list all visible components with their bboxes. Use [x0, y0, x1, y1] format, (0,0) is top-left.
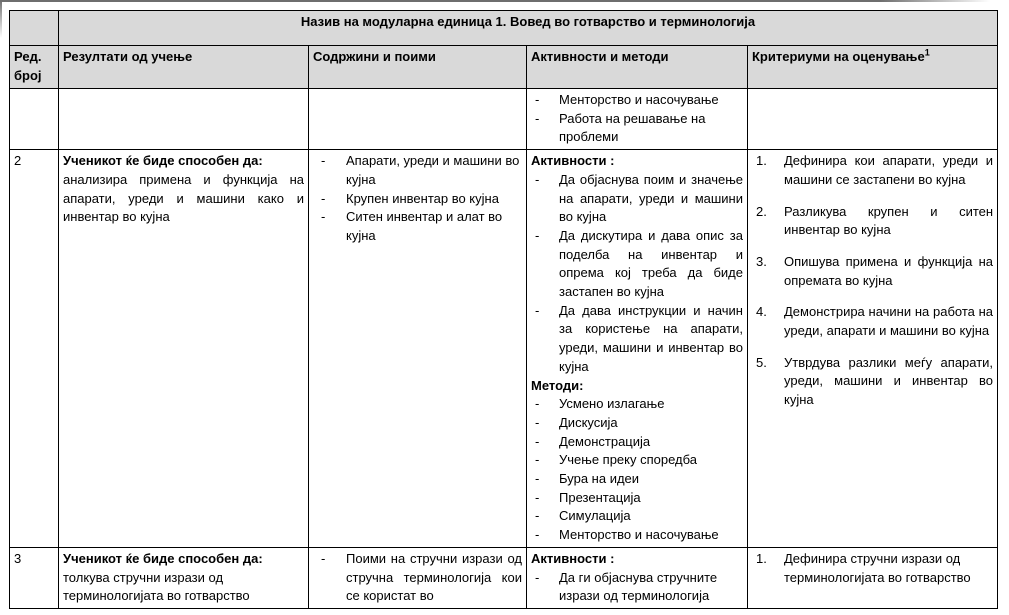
table-row-3	[10, 547, 998, 608]
results-text: анализира примена и функција на апарати, уреди и машини како и инвентар во кујна	[63, 171, 304, 225]
empty-cell	[59, 89, 309, 150]
col-header-criteria	[748, 46, 998, 89]
content-item: - Ситен инвентар и алат во кујна	[313, 208, 522, 245]
method-item: - Менторство и насочување	[531, 526, 743, 545]
method-item: - Симулација	[531, 507, 743, 526]
table-row-2	[10, 150, 998, 548]
col-header-number: Ред. број	[10, 46, 59, 89]
results-text: толкува стручни изрази од терминологијата во готварство	[63, 569, 250, 604]
criteria-cell	[748, 150, 998, 548]
corner-cell	[10, 11, 59, 46]
page-top-edge	[0, 0, 1000, 2]
criteria-footnote-ref: 1	[924, 47, 930, 58]
module-title: Назив на модуларна единица 1. Вовед во готварство и терминологија	[59, 11, 998, 46]
activities-methods-cell	[527, 150, 748, 548]
methods-heading: Методи:	[531, 377, 584, 393]
activities-heading: Активности :	[531, 550, 615, 566]
empty-cell	[10, 89, 59, 150]
activity-item: - Да дава инструкции и начин за користење на апарати, уреди, машини и инвентар во кујна	[531, 302, 743, 377]
method-item: - Усмено излагање	[531, 395, 743, 414]
table-row-1-continued	[10, 89, 998, 150]
method-item: - Учење преку споредба	[531, 451, 743, 470]
results-cell	[59, 150, 309, 548]
module-unit-table	[9, 10, 998, 609]
criterion-item: Дефинира стручни изрази од терминологијата во готварство	[784, 550, 971, 585]
empty-cell	[309, 89, 527, 150]
criterion-item: Демонстрира начини на работа на уреди, апарати и машини во кујна	[784, 304, 994, 339]
results-heading: Ученикот ќе биде способен да:	[63, 153, 263, 169]
empty-cell	[748, 89, 998, 150]
row-number: 3	[10, 547, 59, 608]
content-item: - Крупен инвентар во кујна	[313, 190, 522, 209]
method-item: - Бура на идеи	[531, 470, 743, 489]
content-item: - Поими на стручни изрази од стручна терминологија кои се користат во	[313, 550, 522, 606]
method-item: - Презентација	[531, 489, 743, 508]
activities-cell	[527, 89, 748, 150]
method-item: - Демонстрација	[531, 433, 743, 452]
activities-methods-cell	[527, 547, 748, 608]
title-row	[10, 11, 998, 46]
col-header-contents: Содржини и поими	[309, 46, 527, 89]
content-item: - Апарати, уреди и машини во кујна	[313, 152, 522, 189]
results-heading: Ученикот ќе биде способен да:	[63, 550, 263, 566]
contents-cell	[309, 150, 527, 548]
col-header-criteria-label: Критериуми на оценување	[752, 49, 925, 64]
activity-item: - Да објаснува поим и значење на апарати, уреди и машини во кујна	[531, 171, 743, 227]
activities-heading: Активности :	[531, 153, 615, 169]
criteria-cell	[748, 547, 998, 608]
page-left-edge	[0, 0, 2, 38]
results-cell	[59, 547, 309, 608]
column-header-row	[10, 46, 998, 89]
activity-item: - Да ги објаснува стручните изрази од терминологија	[531, 569, 743, 606]
activity-item: - Менторство и насочување	[531, 91, 743, 110]
contents-cell	[309, 547, 527, 608]
row-number: 2	[10, 150, 59, 548]
criterion-item: Разликува крупен и ситен инвентар во кујна	[784, 203, 994, 238]
activity-item: - Работа на решавање на проблеми	[531, 110, 743, 147]
method-item: - Дискусија	[531, 414, 743, 433]
activity-item: - Да дискутира и дава опис за поделба на инвентар и опрема кој треба да биде застапен во кујна	[531, 227, 743, 302]
col-header-activities: Активности и методи	[527, 46, 748, 89]
criterion-item: Дефинира кои апарати, уреди и машини се застапени во кујна	[784, 153, 994, 187]
criterion-item: Утврдува разлики меѓу апарати, уреди, машини и инвентар во кујна	[784, 354, 994, 408]
col-header-results: Резултати од учење	[59, 46, 309, 89]
criterion-item: Опишува примена и функција на опремата во кујна	[784, 253, 994, 288]
